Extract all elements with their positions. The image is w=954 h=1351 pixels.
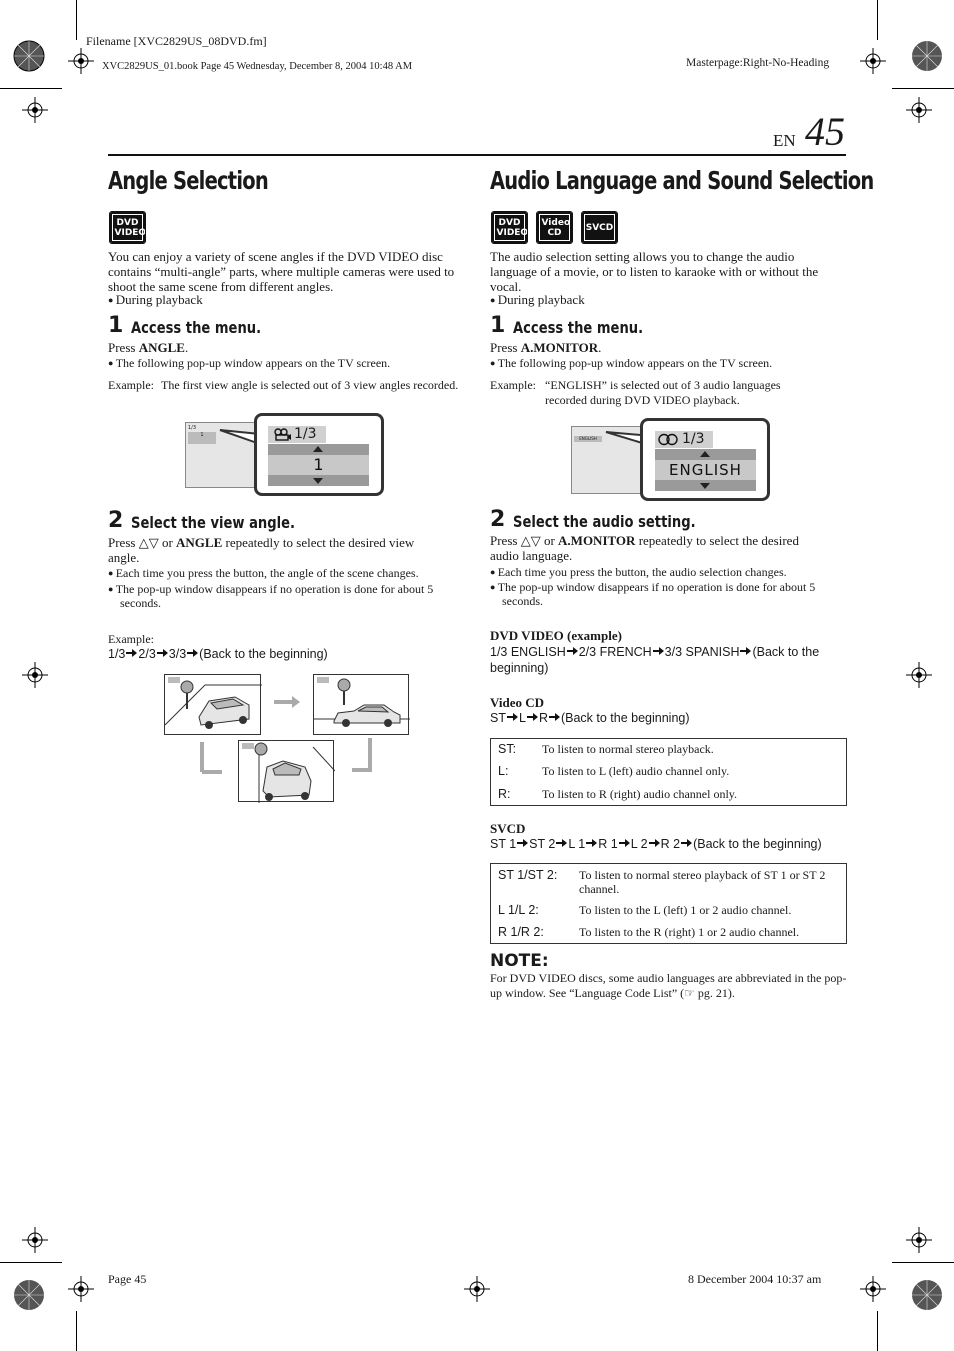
option-description: To listen to normal stereo playback. [542, 742, 714, 756]
example-label: Example: [108, 632, 154, 646]
crosshair-icon [68, 48, 94, 74]
step-label: Access the menu. [513, 318, 644, 337]
press-instruction: Press △▽ or A.MONITOR repeatedly to select the desired audio language. [490, 533, 799, 563]
example-text: The first view angle is selected out of 3 view angles recorded. [161, 378, 459, 392]
crosshair-icon [906, 97, 932, 123]
dvd-video-badge: DVD VIDEO [110, 212, 145, 243]
crosshair-icon [22, 662, 48, 688]
vcd-sequence: ST L R (Back to the beginning) [490, 711, 690, 725]
angle-photo-1 [164, 674, 261, 735]
arrow-right-icon [517, 839, 528, 847]
example-label: Example: [108, 378, 154, 392]
during-playback-note: ● During playback [108, 292, 203, 308]
svcd-heading: SVCD [490, 821, 526, 836]
bullet-list [108, 566, 448, 611]
scroll-up-arrow [268, 444, 369, 455]
arrow-right-icon [556, 839, 567, 847]
arrow-right-icon [619, 839, 630, 847]
registration-circle-icon [910, 39, 944, 73]
crosshair-icon [860, 48, 886, 74]
car-rear-image [239, 741, 335, 803]
angle-counter: 1/3 [268, 426, 326, 443]
step-number: 1 [108, 313, 124, 338]
section-title: Angle Selection [108, 166, 268, 195]
bullet-note: ● The following pop-up window appears on the TV screen. [108, 356, 390, 371]
crosshair-icon [906, 662, 932, 688]
step-label: Access the menu. [131, 318, 262, 337]
registration-circle-icon [12, 39, 46, 73]
photo-arrow-down-icon [348, 738, 374, 774]
video-cd-badge: Video CD [537, 212, 572, 243]
bullet-item: ● The pop-up window disappears if no operation is done for about 5 seconds. [490, 580, 846, 609]
angle-photo-2 [313, 674, 409, 735]
step-number: 2 [108, 508, 124, 533]
bullet-note: ● The following pop-up window appears on the TV screen. [490, 356, 772, 371]
step-number: 1 [490, 313, 506, 338]
angle-value: 1 [268, 455, 369, 475]
svcd-options-table [490, 863, 847, 944]
angle-popup-window [254, 413, 384, 496]
tv-screen-thumbnail: ENGLISH [571, 426, 643, 494]
arrow-right-icon [649, 839, 660, 847]
angle-sequence: 1/3 2/3 3/3 (Back to the beginning) [108, 647, 328, 661]
angle-photo-3 [238, 740, 334, 802]
option-description: To listen to normal stereo playback of ST 1 or ST 2 channel. [579, 868, 826, 896]
option-key: L 1/L 2: [498, 903, 539, 917]
photo-arrow-up-icon [200, 738, 224, 774]
vcd-options-table [490, 738, 847, 806]
audio-value: ENGLISH [655, 460, 756, 480]
option-key: ST 1/ST 2: [498, 868, 558, 882]
svcd-badge: SVCD [582, 212, 617, 243]
example-text: “ENGLISH” is selected out of 3 audio languages recorded during DVD VIDEO playback. [545, 378, 781, 407]
option-key: ST: [498, 742, 517, 756]
arrow-right-icon [126, 649, 137, 657]
during-playback-note: ● During playback [490, 292, 585, 308]
audio-icon [658, 433, 680, 446]
arrow-right-icon [157, 649, 168, 657]
bullet-item: ● The pop-up window disappears if no operation is done for about 5 seconds. [108, 582, 448, 611]
option-key: R 1/R 2: [498, 925, 544, 939]
dvd-example-heading: DVD VIDEO (example) [490, 628, 622, 643]
section-title: Audio Language and Sound Selection [490, 166, 874, 195]
car-front-image [165, 675, 262, 736]
book-info-line: XVC2829US_01.book Page 45 Wednesday, December 8, 2004 10:48 AM [102, 61, 413, 72]
note-text: For DVD VIDEO discs, some audio languages are abbreviated in the pop-up window. See “Language Code List” (☞ pg. 21). [490, 971, 847, 1000]
tv-screen-thumbnail: 1/3 1 [185, 422, 257, 488]
bullet-item: ● Each time you press the button, the angle of the scene changes. [108, 566, 448, 581]
crosshair-icon [860, 1276, 886, 1302]
photo-arrow-right-icon [274, 696, 300, 708]
scroll-up-arrow [655, 449, 756, 460]
arrow-right-icon [567, 647, 578, 655]
option-description: To listen to R (right) audio channel only. [542, 787, 738, 801]
intro-text: You can enjoy a variety of scene angles if the DVD VIDEO disc contains “multi-angle” parts, where multiple cameras were used to shoot the same scene from different angles. [108, 249, 455, 294]
crosshair-icon [906, 1227, 932, 1253]
language-tag: EN [773, 131, 796, 150]
step-label: Select the view angle. [131, 513, 296, 532]
crosshair-icon [22, 1227, 48, 1253]
crosshair-icon [464, 1276, 490, 1302]
press-instruction: Press △▽ or ANGLE repeatedly to select the desired view angle. [108, 535, 415, 565]
bullet-list [490, 565, 846, 609]
example-label: Example: [490, 378, 536, 392]
bullet-item: ● Each time you press the button, the audio selection changes. [490, 565, 846, 580]
crosshair-icon [22, 97, 48, 123]
scroll-down-arrow [268, 475, 369, 486]
press-instruction: Press A.MONITOR. [490, 340, 602, 355]
arrow-right-icon [740, 647, 751, 655]
footer-date: 8 December 2004 10:37 am [688, 1272, 822, 1286]
registration-circle-icon [12, 1278, 46, 1312]
audio-counter: 1/3 [655, 431, 713, 448]
scroll-down-arrow [655, 480, 756, 491]
header-rule [108, 154, 846, 156]
option-description: To listen to the R (right) 1 or 2 audio channel. [579, 925, 800, 939]
car-side-image [314, 675, 410, 736]
page-number: 45 [805, 109, 845, 154]
arrow-right-icon [653, 647, 664, 655]
camera-icon [274, 428, 292, 441]
option-description: To listen to the L (left) 1 or 2 audio channel. [579, 903, 792, 917]
footer-page-label: Page 45 [108, 1272, 147, 1286]
option-description: To listen to L (left) audio channel only. [542, 764, 730, 778]
audio-popup-window [640, 418, 770, 501]
registration-circle-icon [910, 1278, 944, 1312]
arrow-right-icon [507, 713, 518, 721]
option-key: L: [498, 764, 509, 778]
dvd-language-sequence: 1/3 ENGLISH 2/3 FRENCH 3/3 SPANISH (Back to the beginning) [490, 645, 820, 675]
option-key: R: [498, 787, 511, 801]
filename-label: Filename [XVC2829US_08DVD.fm] [86, 34, 267, 48]
arrow-right-icon [187, 649, 198, 657]
note-title: NOTE: [490, 951, 549, 971]
arrow-right-icon [549, 713, 560, 721]
arrow-right-icon [527, 713, 538, 721]
svcd-sequence: ST 1 ST 2 L 1 R 1 L 2 R 2 (Back to the beginning) [490, 837, 822, 851]
press-instruction: Press ANGLE. [108, 340, 189, 355]
arrow-right-icon [681, 839, 692, 847]
intro-text: The audio selection setting allows you to change the audio language of a movie, or to listen to karaoke with or without the vocal. [490, 249, 819, 294]
masterpage-label: Masterpage:Right-No-Heading [686, 57, 830, 69]
dvd-video-badge: DVD VIDEO [492, 212, 527, 243]
crosshair-icon [68, 1276, 94, 1302]
vcd-heading: Video CD [490, 695, 545, 710]
step-number: 2 [490, 507, 506, 532]
arrow-right-icon [586, 839, 597, 847]
step-label: Select the audio setting. [513, 512, 696, 531]
